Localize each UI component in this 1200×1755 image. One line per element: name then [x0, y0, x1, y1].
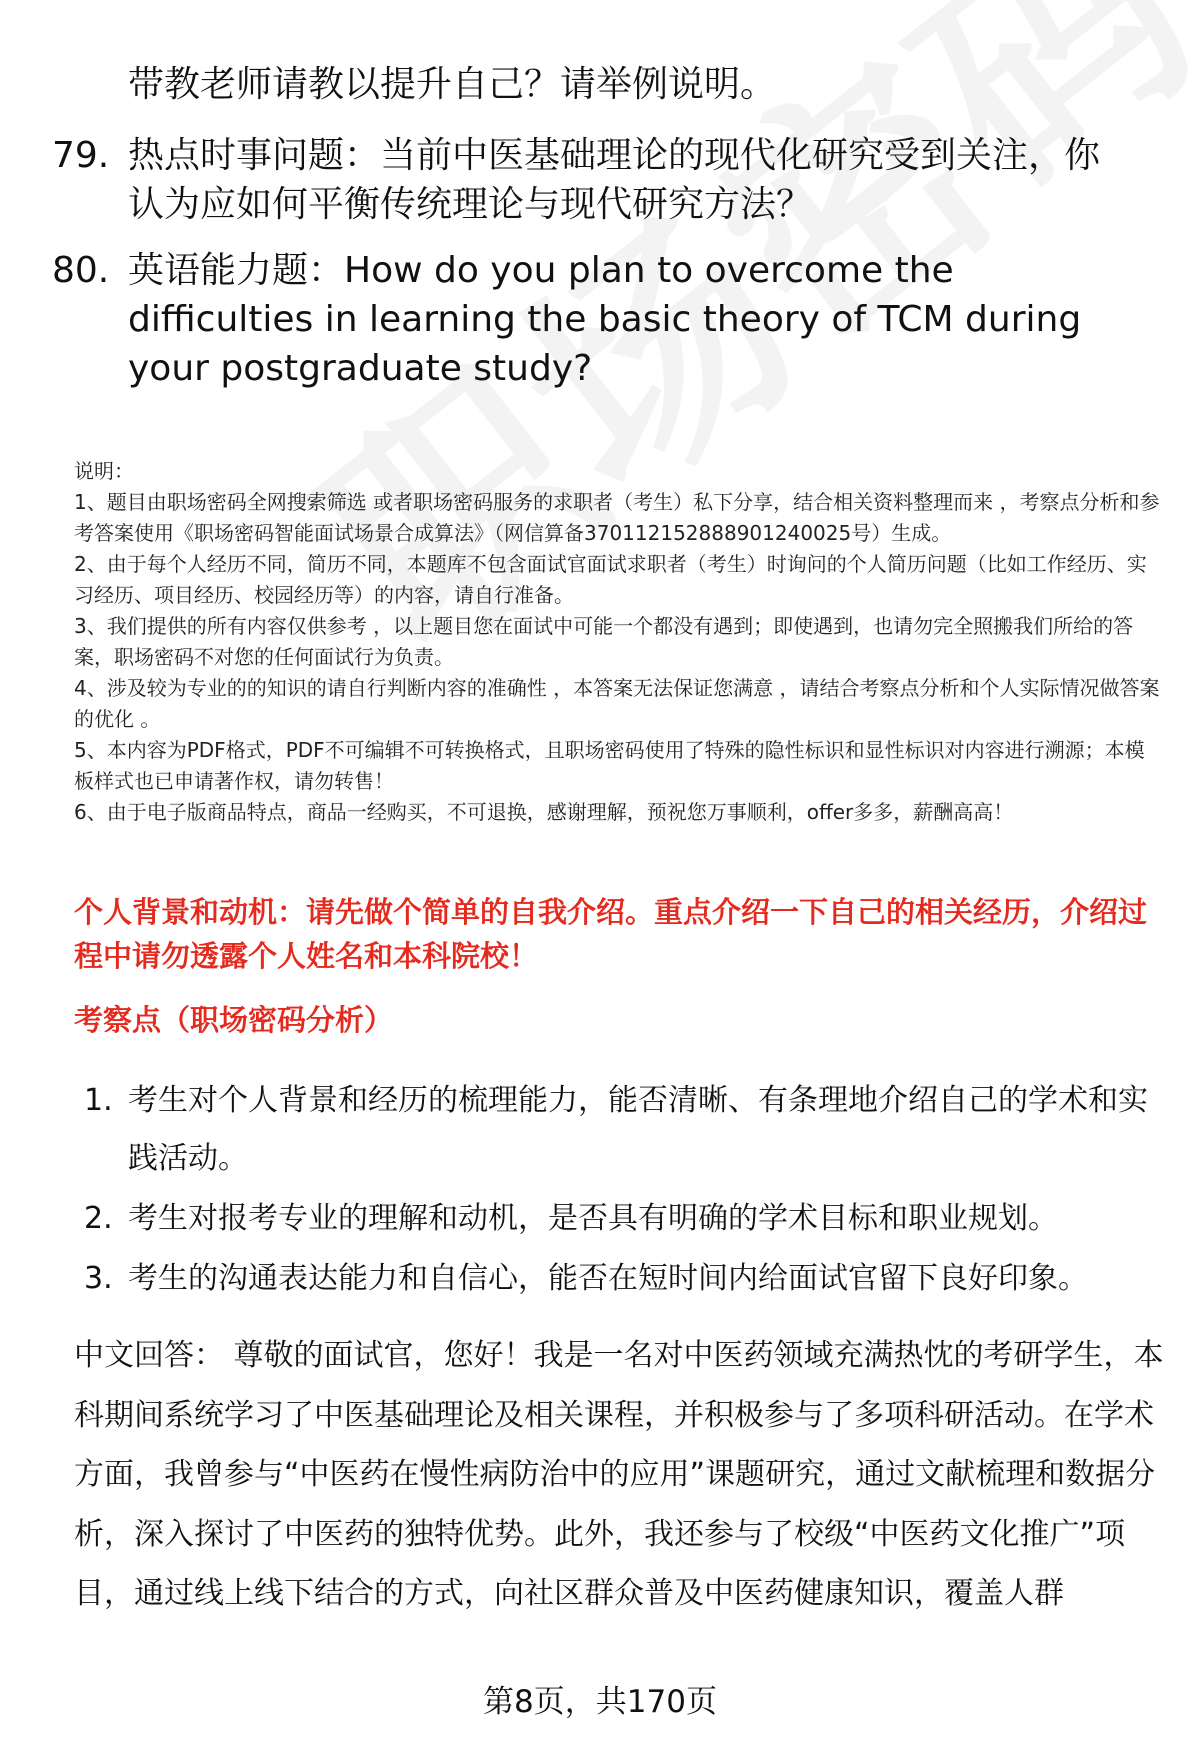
analysis-number: 3. — [84, 1261, 113, 1296]
analysis-item — [84, 1072, 1164, 1188]
notes-heading: 说明： — [74, 459, 134, 483]
question-text: 英语能力题：How do you plan to overcome the difficulties in learning the basic theory of TCM during your postgraduate study? — [128, 250, 1082, 389]
note-item: 3、我们提供的所有内容仅供参考 ，以上题目您在面试中可能一个都没有遇到；即使遇到，也请勿完全照搬我们所给的答案，职场密码不对您的任何面试行为负责。 — [74, 614, 1134, 669]
note-item: 2、由于每个人经历不同，简历不同，本题库不包含面试官面试求职者（考生）时询问的个人简历问题（比如工作经历、实习经历、项目经历、校园经历等）的内容，请自行准备。 — [74, 552, 1147, 607]
answer-paragraph: 中文回答： 尊敬的面试官，您好！我是一名对中医药领域充满热忱的考研学生，本科期间系统学习了中医基础理论及相关课程，并积极参与了多项科研活动。在学术方面，我曾参与“中医药在慢性病防治中的应用”课题研究，通过文献梳理和数据分析，深入探讨了中医药的独特优势。此外，我还参与了校级“中医药文化推广”项目，通过线上线下结合的方式，向社区群众普及中医药健康知识，覆盖人群 — [74, 1338, 1164, 1611]
analysis-text: 考生对报考专业的理解和动机，是否具有明确的学术目标和职业规划。 — [128, 1201, 1058, 1236]
analysis-text: 考生的沟通表达能力和自信心，能否在短时间内给面试官留下良好印象。 — [128, 1261, 1088, 1296]
question-item-80 — [52, 246, 1132, 393]
analysis-title: 考察点（职场密码分析） — [74, 1003, 394, 1037]
note-item: 1、题目由职场密码全网搜索筛选 或者职场密码服务的求职者（考生）私下分享，结合相关资料整理而来 ，考察点分析和参考答案使用《职场密码智能面试场景合成算法》（网信算备370112152888901240025号）生成。 — [74, 490, 1160, 545]
note-item: 6、由于电子版商品特点，商品一经购买，不可退换，感谢理解，预祝您万事顺利，offer多多，薪酬高高！ — [74, 800, 1014, 824]
section-question: 个人背景和动机：请先做个简单的自我介绍。重点介绍一下自己的相关经历，介绍过程中请勿透露个人姓名和本科院校！ — [74, 895, 1148, 973]
analysis-text: 考生对个人背景和经历的梳理能力，能否清晰、有条理地介绍自己的学术和实践活动。 — [128, 1083, 1148, 1176]
analysis-item — [84, 1190, 1164, 1248]
question-item-79 — [52, 131, 1132, 229]
question-number: 80. — [52, 250, 110, 291]
question-number: 79. — [52, 135, 110, 176]
analysis-item — [84, 1250, 1164, 1308]
question-text: 热点时事问题：当前中医基础理论的现代化研究受到关注，你认为应如何平衡传统理论与现代研究方法？ — [128, 135, 1101, 225]
analysis-number: 1. — [84, 1083, 113, 1118]
note-item: 5、本内容为PDF格式，PDF不可编辑不可转换格式，且职场密码使用了特殊的隐性标识和显性标识对内容进行溯源；本模板样式也已申请著作权，请勿转售！ — [74, 738, 1145, 793]
analysis-list — [84, 1072, 1164, 1310]
question-continuation: 带教老师请教以提升自己？请举例说明。 — [128, 64, 777, 105]
analysis-number: 2. — [84, 1201, 113, 1236]
page-footer: 第8页，共170页 — [483, 1684, 717, 1720]
disclaimer-notes — [74, 456, 1164, 828]
note-item: 4、涉及较为专业的的知识的请自行判断内容的准确性 ，本答案无法保证您满意 ，请结合考察点分析和个人实际情况做答案的优化 。 — [74, 676, 1160, 731]
